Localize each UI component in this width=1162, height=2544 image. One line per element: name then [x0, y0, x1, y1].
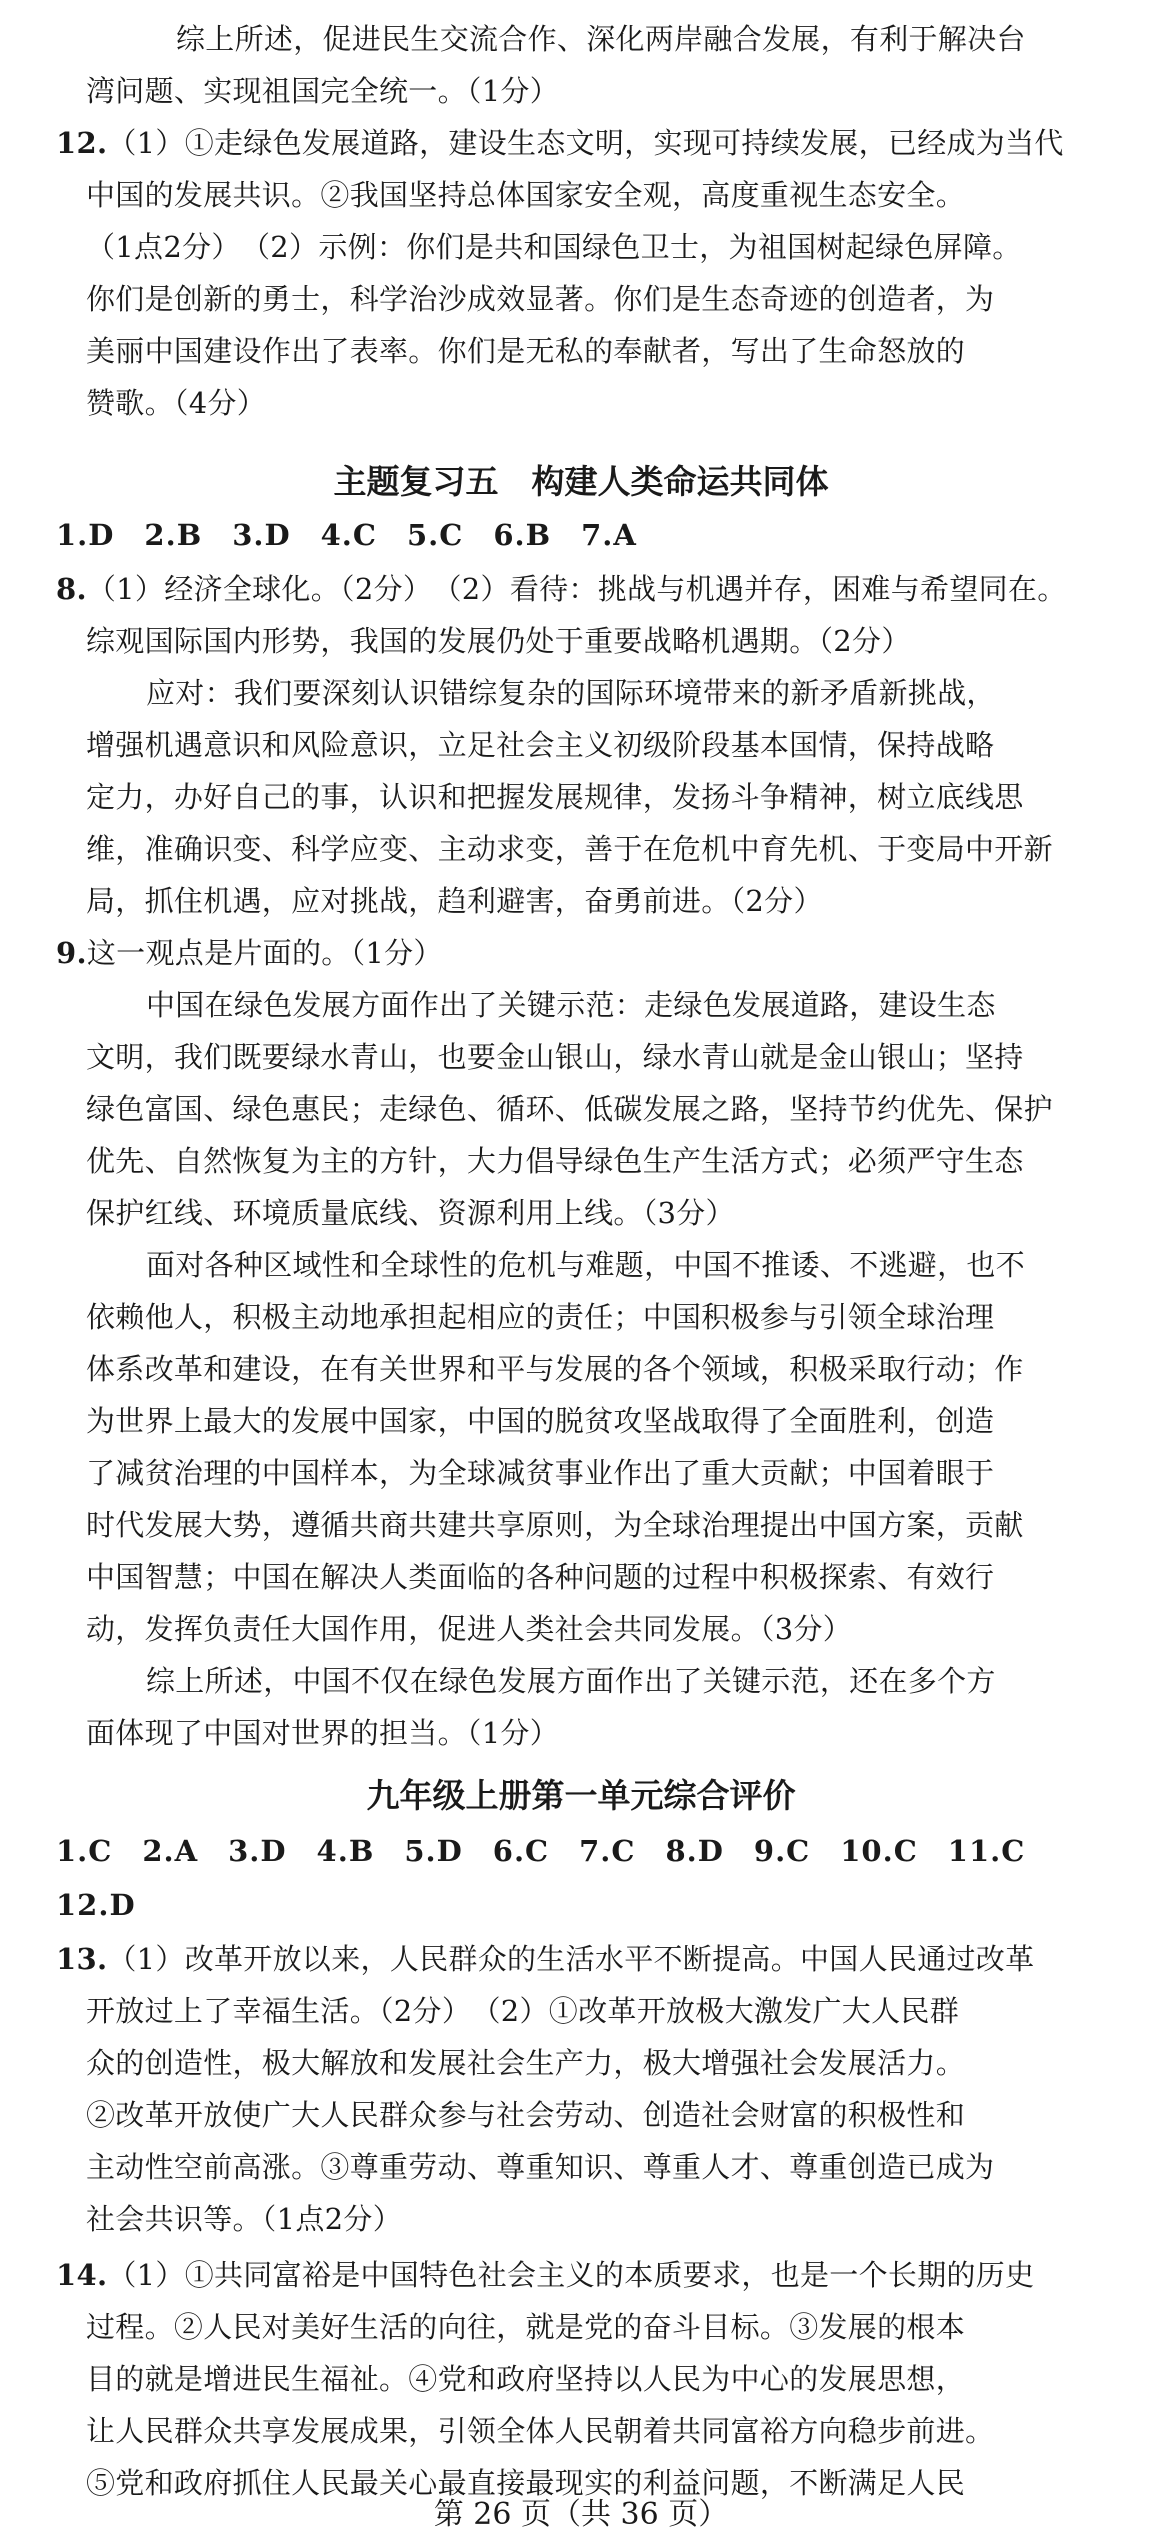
question-number: 12.	[56, 126, 108, 160]
question-14	[56, 2250, 1034, 2300]
choice-answers: 1.C 2.A 3.D 4.B 5.D 6.C 7.C 8.D 9.C 10.C 11.C	[56, 1834, 1026, 1868]
section-heading: 九年级上册第一单元综合评价	[366, 1776, 796, 1815]
paragraph-line: 保护红线、环境质量底线、资源利用上线。（3分）	[86, 1196, 735, 1230]
question-8	[56, 564, 1067, 614]
paragraph-line: 动，发挥负责任大国作用，促进人类社会共同发展。（3分）	[86, 1612, 853, 1646]
paragraph-line: 综上所述，促进民生交流合作、深化两岸融合发展，有利于解决台	[176, 22, 1026, 56]
paragraph-line: 增强机遇意识和风险意识，立足社会主义初级阶段基本国情，保持战略	[86, 728, 995, 762]
paragraph-line: 维，准确识变、科学应变、主动求变，善于在危机中育先机、于变局中开新	[86, 832, 1053, 866]
paragraph-line: 过程。②人民对美好生活的向往，就是党的奋斗目标。③发展的根本	[86, 2310, 966, 2344]
paragraph-line: 优先、自然恢复为主的方针，大力倡导绿色生产生活方式；必须严守生态	[86, 1144, 1024, 1178]
question-12	[56, 118, 1064, 168]
paragraph-line: 综观国际国内形势，我国的发展仍处于重要战略机遇期。（2分）	[86, 624, 911, 658]
question-number: 8.	[56, 572, 87, 606]
paragraph-line: 中国在绿色发展方面作出了关键示范：走绿色发展道路，建设生态	[146, 988, 996, 1022]
paragraph-line: ⑤党和政府抓住人民最关心最直接最现实的利益问题，不断满足人民	[86, 2466, 966, 2500]
paragraph-line: 湾问题、实现祖国完全统一。（1分）	[86, 74, 560, 108]
paragraph-line: 众的创造性，极大解放和发展社会生产力，极大增强社会发展活力。	[86, 2046, 966, 2080]
paragraph-line: 局，抓住机遇，应对挑战，趋利避害，奋勇前进。（2分）	[86, 884, 823, 918]
paragraph-line: 定力，办好自己的事，认识和把握发展规律，发扬斗争精神，树立底线思	[86, 780, 1024, 814]
answer-text: （1）经济全球化。（2分） （2）看待：挑战与机遇并存，困难与希望同在。	[86, 572, 1067, 606]
paragraph-line: 美丽中国建设作出了表率。你们是无私的奉献者，写出了生命怒放的	[86, 334, 966, 368]
paragraph-line: 社会共识等。（1点2分）	[86, 2202, 403, 2236]
answer-text: 这一观点是片面的。（1分）	[86, 936, 443, 970]
paragraph-line: 时代发展大势，遵循共商共建共享原则，为全球治理提出中国方案，贡献	[86, 1508, 1024, 1542]
answer-text: （1）①走绿色发展道路，建设生态文明，实现可持续发展，已经成为当代	[107, 126, 1064, 160]
paragraph-line: 为世界上最大的发展中国家，中国的脱贫攻坚战取得了全面胜利，创造	[86, 1404, 995, 1438]
paragraph-line: 了减贫治理的中国样本，为全球减贫事业作出了重大贡献；中国着眼于	[86, 1456, 995, 1490]
paragraph-line: 中国智慧；中国在解决人类面临的各种问题的过程中积极探索、有效行	[86, 1560, 995, 1594]
paragraph-line: 面体现了中国对世界的担当。（1分）	[86, 1716, 560, 1750]
paragraph-line: ②改革开放使广大人民群众参与社会劳动、创造社会财富的积极性和	[86, 2098, 966, 2132]
question-9	[56, 928, 443, 978]
paragraph-line: 主动性空前高涨。③尊重劳动、尊重知识、尊重人才、尊重创造已成为	[86, 2150, 995, 2184]
paragraph-line: 依赖他人，积极主动地承担起相应的责任；中国积极参与引领全球治理	[86, 1300, 995, 1334]
question-number: 13.	[56, 1942, 108, 1976]
section-heading: 主题复习五 构建人类命运共同体	[333, 462, 829, 501]
paragraph-line: 绿色富国、绿色惠民；走绿色、循环、低碳发展之路，坚持节约优先、保护	[86, 1092, 1053, 1126]
question-number: 9.	[56, 936, 87, 970]
answer-text: （1）改革开放以来，人民群众的生活水平不断提高。中国人民通过改革	[107, 1942, 1035, 1976]
paragraph-line: 文明，我们既要绿水青山，也要金山银山，绿水青山就是金山银山；坚持	[86, 1040, 1024, 1074]
choice-answers: 12.D	[56, 1888, 136, 1922]
paragraph-line: 目的就是增进民生福祉。④党和政府坚持以人民为中心的发展思想，	[86, 2362, 966, 2396]
paragraph-line: 赞歌。（4分）	[86, 386, 267, 420]
paragraph-line: 你们是创新的勇士，科学治沙成效显著。你们是生态奇迹的创造者，为	[86, 282, 995, 316]
paragraph-line: 面对各种区域性和全球性的危机与难题，中国不推诿、不逃避，也不	[146, 1248, 1026, 1282]
paragraph-line: 开放过上了幸福生活。（2分） （2）①改革开放极大激发广大人民群	[86, 1994, 960, 2028]
question-number: 14.	[56, 2258, 108, 2292]
choice-answers: 1.D 2.B 3.D 4.C 5.C 6.B 7.A	[56, 518, 637, 552]
question-13	[56, 1934, 1034, 1984]
paragraph-line: （1点2分） （2）示例：你们是共和国绿色卫士，为祖国树起绿色屏障。	[86, 230, 1022, 264]
paragraph-line: 让人民群众共享发展成果，引领全体人民朝着共同富裕方向稳步前进。	[86, 2414, 995, 2448]
paragraph-line: 中国的发展共识。②我国坚持总体国家安全观，高度重视生态安全。	[86, 178, 966, 212]
page-footer: 第 26 页（共 36 页）	[433, 2497, 729, 2532]
paragraph-line: 体系改革和建设，在有关世界和平与发展的各个领域，积极采取行动；作	[86, 1352, 1024, 1386]
paragraph-line: 综上所述，中国不仅在绿色发展方面作出了关键示范，还在多个方	[146, 1664, 996, 1698]
answer-text: （1）①共同富裕是中国特色社会主义的本质要求，也是一个长期的历史	[107, 2258, 1035, 2292]
paragraph-line: 应对：我们要深刻认识错综复杂的国际环境带来的新矛盾新挑战，	[146, 676, 996, 710]
